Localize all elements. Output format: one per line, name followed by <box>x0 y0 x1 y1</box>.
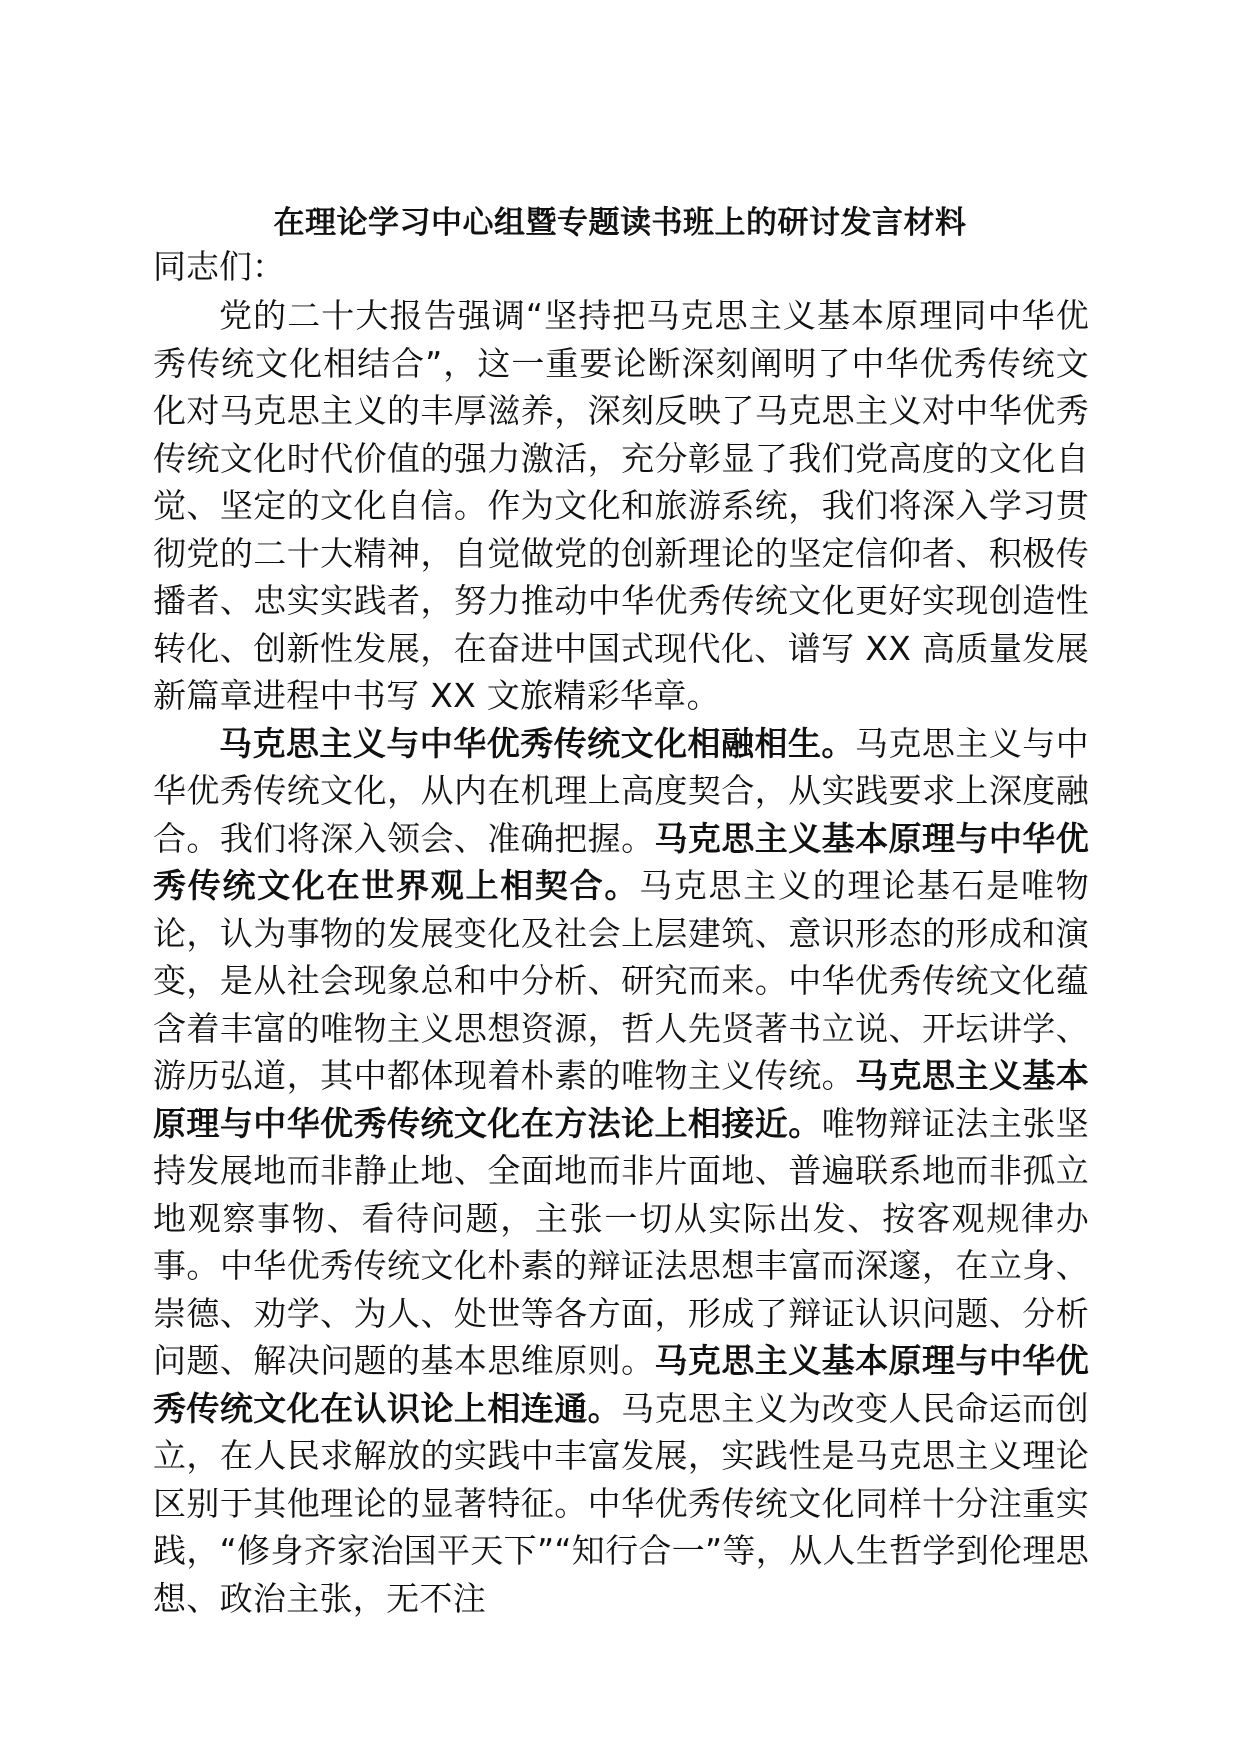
point-text-methodology: 唯物辩证法主张坚持发展地而非静止地、全面地而非片面地、普遍联系地而非孤立地观察事物、看待问题，主张一切从实际出发、按客观规律办事。中华优秀传统文化朴素的辩证法思想丰富而深邃，在立身、崇德、劝学、为人、处世等各方面，形成了辩证认识问题、分析问题、解决问题的基本思维原则。 <box>153 1103 1090 1380</box>
document-title: 在理论学习中心组暨专题读书班上的研讨发言材料 <box>273 205 967 241</box>
document-body <box>153 292 1089 1622</box>
section-heading: 马克思主义与中华优秀传统文化相融相生。 <box>219 723 855 763</box>
point-text-worldview: 马克思主义的理论基石是唯物论，认为事物的发展变化及社会上层建筑、意识形态的形成和演变，是从社会现象总和中分析、研究而来。中华优秀传统文化蕴含着丰富的唯物主义思想资源，哲人先贤著书立说、开坛讲学、游历弘道，其中都体现着朴素的唯物主义传统。 <box>153 866 1090 1095</box>
point-heading-epistemology: 马克思主义基本原理与中华优秀传统文化在认识论上相连通。 <box>153 1341 1089 1428</box>
salutation: 同志们： <box>153 247 285 286</box>
point-text-epistemology: 马克思主义为改变人民命运而创立，在人民求解放的实践中丰富发展，实践性是马克思主义理论区别于其他理论的显著特征。中华优秀传统文化同样十分注重实践，“修身齐家治国平天下”“知行合一”等，从人生哲学到伦理思想、政治主张，无不注 <box>153 1388 1090 1618</box>
point-heading-worldview: 马克思主义基本原理与中华优秀传统文化在世界观上相契合。 <box>153 818 1089 905</box>
section-intro-text: 马克思主义与中华优秀传统文化，从内在机理上高度契合，从实践要求上深度融合。我们将深入领会、准确把握。 <box>153 723 1089 858</box>
paragraph-marxism-culture <box>153 720 1089 1623</box>
point-heading-methodology: 马克思主义基本原理与中华优秀传统文化在方法论上相接近。 <box>153 1056 1089 1143</box>
paragraph-intro: 党的二十大报告强调“坚持把马克思主义基本原理同中华优秀传统文化相结合”，这一重要论断深刻阐明了中华优秀传统文化对马克思主义的丰厚滋养，深刻反映了马克思主义对中华优秀传统文化时代价值的强力激活，充分彰显了我们党高度的文化自觉、坚定的文化自信。作为文化和旅游系统，我们将深入学习贯彻党的二十大精神，自觉做党的创新理论的坚定信仰者、积极传播者、忠实实践者，努力推动中华优秀传统文化更好实现创造性转化、创新性发展，在奋进中国式现代化、谱写 XX 高质量发展新篇章进程中书写 XX 文旅精彩华章。 <box>153 296 1089 715</box>
